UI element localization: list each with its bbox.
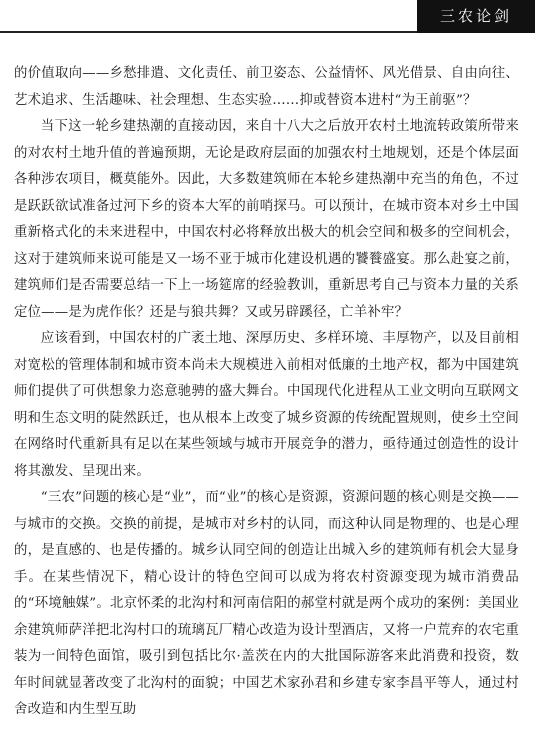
paragraph: 应该看到，中国农村的广袤土地、深厚历史、多样环境、丰厚物产，以及目前相对宽松的管理体制和城市资本尚未大规模进入前相对低廉的土地产权，都为中国建筑师们提供了可供想象力恣意驰骋的盛大舞台。中国现代化进程从工业文明向互联网文明和生态文明的陡然跃迁，也从根本上改变了城乡资源的传统配置规则，使乡土空间在网络时代重新具有足以在某些领域与城市开展竞争的潜力，亟待通过创造性的设计将其激发、呈现出来。 [14,331,519,479]
paragraph-continued: 的价值取向——乡愁排遣、文化责任、前卫姿态、公益情怀、风光借景、自由向往、艺术追求、生活趣味、社会理想、生态实验……抑或替资本进村“为王前驱”？ [14,66,519,108]
paragraph: “三农”问题的核心是“业”，而“业”的核心是资源，资源问题的核心则是交换——与城市的交换。交换的前提，是城市对乡村的认同，而这种认同是物理的、也是心理的，是直感的、也是传播的。城乡认同空间的创造让出城入乡的建筑师有机会大显身手。在某些情况下，精心设计的特色空间可以成为将农村资源变现为城市消费品的“环境触媒”。北京怀柔的北沟村和河南信阳的郝堂村就是两个成功的案例：美国业余建筑师萨洋把北沟村口的琉璃瓦厂精心改造为设计型酒店，又将一户荒弃的农宅重装为一间特色面馆，吸引到包括比尔·盖茨在内的大批国际游客来此消费和投资，数年时间就显著改变了北沟村的面貌；中国艺术家孙君和乡建专家李昌平等人，通过村舍改造和内生型互助 [14,490,519,717]
paragraph: 当下这一轮乡建热潮的直接动因，来自十八大之后放开农村土地流转政策所带来的对农村土地升值的普遍预期，无论是政府层面的加强农村土地规划，还是个体层面各种涉农项目，概莫能外。因此，大多数建筑师在本轮乡建热潮中充当的角色，不过是跃跃欲试准备过河下乡的资本大军的前哨探马。可以预计，在城市资本对乡土中国重新格式化的未来进程中，中国农村必将释放出极大的机会空间和极多的空间机会，这对于建筑师来说可能是又一场不亚于城市化建设机遇的饕餮盛宴。那么赴宴之前，建筑师们是否需要总结一下上一场筵席的经验教训，重新思考自己与资本力量的关系定位——是为虎作伥？还是与狼共舞？又或另辟蹊径，亡羊补牢？ [14,119,519,320]
article-body [14,61,519,724]
section-title: 三农论剑 [417,0,535,33]
page-header [0,0,535,36]
